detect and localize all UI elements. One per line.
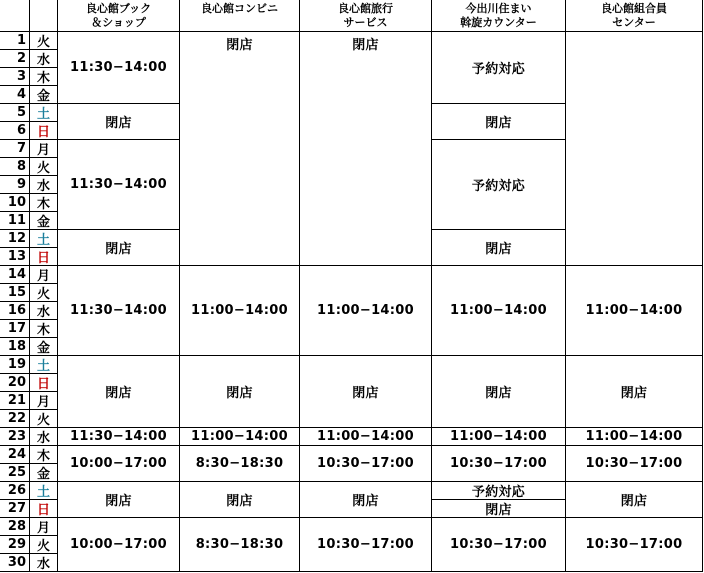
hours-cell: 10:00−17:00 <box>58 518 180 572</box>
hours-cell: 11:30−14:00 <box>58 140 180 230</box>
day-number: 9 <box>0 176 30 194</box>
hours-cell: 予約対応 <box>432 482 566 500</box>
day-number: 19 <box>0 356 30 374</box>
weekday-label: 木 <box>30 320 58 338</box>
day-number: 15 <box>0 284 30 302</box>
hours-cell: 8:30−18:30 <box>180 446 300 482</box>
hours-cell: 閉店 <box>566 356 703 428</box>
weekday-label: 水 <box>30 50 58 68</box>
day-number: 18 <box>0 338 30 356</box>
day-number: 1 <box>0 32 30 50</box>
day-number: 17 <box>0 320 30 338</box>
weekday-label: 日 <box>30 122 58 140</box>
weekday-label: 火 <box>30 536 58 554</box>
hours-cell: 11:00−14:00 <box>566 428 703 446</box>
day-number: 21 <box>0 392 30 410</box>
hours-cell: 11:00−14:00 <box>432 428 566 446</box>
column-header: 良心館コンビニ <box>180 0 300 32</box>
day-number: 22 <box>0 410 30 428</box>
weekday-label: 水 <box>30 176 58 194</box>
hours-cell: 閉店 <box>58 482 180 518</box>
weekday-label: 土 <box>30 356 58 374</box>
day-number: 10 <box>0 194 30 212</box>
column-header: 良心館ブック ＆ショップ <box>58 0 180 32</box>
hours-cell: 11:00−14:00 <box>180 266 300 356</box>
hours-cell: 10:00−17:00 <box>58 446 180 482</box>
weekday-label: 金 <box>30 464 58 482</box>
day-number: 11 <box>0 212 30 230</box>
day-number: 30 <box>0 554 30 572</box>
hours-cell: 11:30−14:00 <box>58 428 180 446</box>
weekday-label: 月 <box>30 392 58 410</box>
day-number: 4 <box>0 86 30 104</box>
hours-cell: 閉店 <box>300 356 432 428</box>
hours-cell: 閉店 <box>432 356 566 428</box>
weekday-label: 金 <box>30 338 58 356</box>
weekday-label: 月 <box>30 518 58 536</box>
hours-cell: 11:30−14:00 <box>58 266 180 356</box>
hours-cell: 10:30−17:00 <box>432 446 566 482</box>
day-number: 13 <box>0 248 30 266</box>
hours-cell: 閉店 <box>566 482 703 518</box>
column-header: 良心館旅行 サービス <box>300 0 432 32</box>
hours-cell: 閉店 <box>180 482 300 518</box>
hours-cell: 11:00−14:00 <box>180 428 300 446</box>
weekday-label: 月 <box>30 140 58 158</box>
weekday-label: 金 <box>30 86 58 104</box>
weekday-label: 日 <box>30 248 58 266</box>
hours-cell: 11:00−14:00 <box>300 266 432 356</box>
day-number: 24 <box>0 446 30 464</box>
hours-cell: 予約対応 <box>432 32 566 104</box>
day-number: 12 <box>0 230 30 248</box>
hours-cell: 8:30−18:30 <box>180 518 300 572</box>
weekday-label: 水 <box>30 302 58 320</box>
hours-cell: 11:00−14:00 <box>566 266 703 356</box>
column-header: 今出川住まい 斡旋カウンター <box>432 0 566 32</box>
day-number: 25 <box>0 464 30 482</box>
day-number: 5 <box>0 104 30 122</box>
hours-cell: 10:30−17:00 <box>432 518 566 572</box>
hours-cell: 11:30−14:00 <box>58 32 180 104</box>
hours-cell: 10:30−17:00 <box>300 446 432 482</box>
day-number: 20 <box>0 374 30 392</box>
column-header: 良心館組合員 センター <box>566 0 703 32</box>
weekday-label: 火 <box>30 284 58 302</box>
hours-cell: 閉店 <box>180 32 300 266</box>
weekday-label: 月 <box>30 266 58 284</box>
weekday-label: 木 <box>30 194 58 212</box>
hours-cell: 11:00−14:00 <box>300 428 432 446</box>
weekday-label: 土 <box>30 482 58 500</box>
header-blank-weekday <box>30 0 58 32</box>
weekday-label: 土 <box>30 104 58 122</box>
empty-cell <box>566 32 703 266</box>
weekday-label: 水 <box>30 428 58 446</box>
hours-cell: 閉店 <box>432 104 566 140</box>
hours-cell: 閉店 <box>300 32 432 266</box>
weekday-label: 火 <box>30 410 58 428</box>
weekday-label: 木 <box>30 446 58 464</box>
day-number: 3 <box>0 68 30 86</box>
hours-cell: 閉店 <box>432 230 566 266</box>
hours-cell: 11:00−14:00 <box>432 266 566 356</box>
weekday-label: 日 <box>30 500 58 518</box>
day-number: 2 <box>0 50 30 68</box>
day-number: 23 <box>0 428 30 446</box>
hours-cell: 閉店 <box>300 482 432 518</box>
weekday-label: 木 <box>30 68 58 86</box>
header-blank-number <box>0 0 30 32</box>
day-number: 8 <box>0 158 30 176</box>
hours-cell: 閉店 <box>58 356 180 428</box>
day-number: 27 <box>0 500 30 518</box>
day-number: 6 <box>0 122 30 140</box>
weekday-label: 金 <box>30 212 58 230</box>
day-number: 16 <box>0 302 30 320</box>
day-number: 26 <box>0 482 30 500</box>
hours-cell: 10:30−17:00 <box>300 518 432 572</box>
hours-cell: 10:30−17:00 <box>566 446 703 482</box>
hours-cell: 閉店 <box>58 230 180 266</box>
day-number: 14 <box>0 266 30 284</box>
weekday-label: 土 <box>30 230 58 248</box>
weekday-label: 火 <box>30 32 58 50</box>
hours-cell: 閉店 <box>432 500 566 518</box>
day-number: 7 <box>0 140 30 158</box>
day-number: 28 <box>0 518 30 536</box>
weekday-label: 火 <box>30 158 58 176</box>
hours-cell: 閉店 <box>180 356 300 428</box>
hours-cell: 閉店 <box>58 104 180 140</box>
hours-cell: 予約対応 <box>432 140 566 230</box>
day-number: 29 <box>0 536 30 554</box>
hours-cell: 10:30−17:00 <box>566 518 703 572</box>
weekday-label: 水 <box>30 554 58 572</box>
weekday-label: 日 <box>30 374 58 392</box>
